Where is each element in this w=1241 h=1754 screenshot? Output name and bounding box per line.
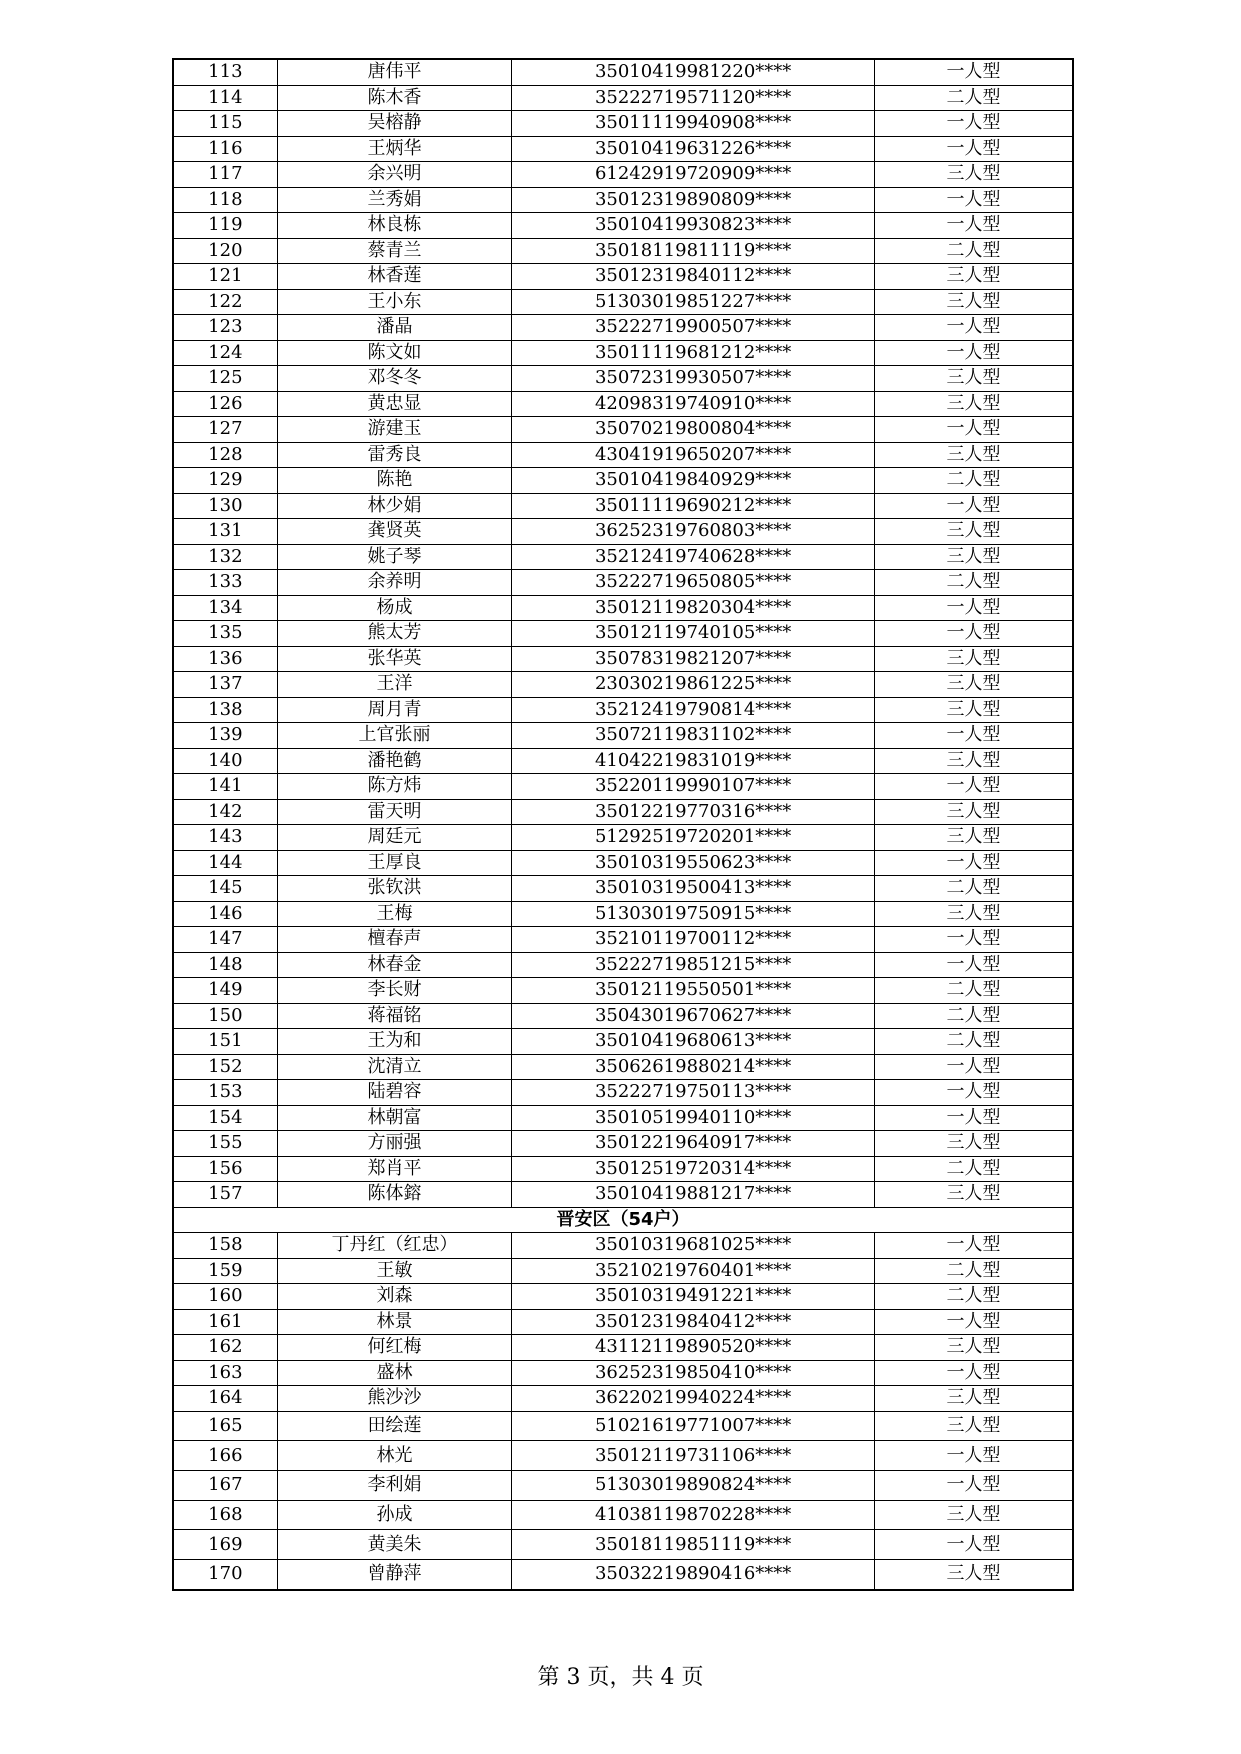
name-cell: 余养明 [277,570,512,596]
id-number-cell: 35222719571120**** [512,85,875,111]
id-number-cell: 51292519720201**** [512,825,875,851]
name-cell: 张华英 [277,646,512,672]
index-cell: 116 [173,136,277,162]
household-type-cell: 三人型 [875,162,1073,188]
id-number-cell: 35032219890416**** [512,1559,875,1589]
index-cell: 161 [173,1309,277,1335]
index-cell: 113 [173,59,277,85]
id-number-cell: 35212419740628**** [512,544,875,570]
id-number-cell: 35012119820304**** [512,595,875,621]
table-row [173,417,1073,443]
table-row [173,646,1073,672]
table-row [173,136,1073,162]
name-cell: 龚贤英 [277,519,512,545]
household-type-cell: 一人型 [875,1054,1073,1080]
household-type-cell: 二人型 [875,978,1073,1004]
household-type-cell: 一人型 [875,850,1073,876]
index-cell: 154 [173,1105,277,1131]
household-type-cell: 三人型 [875,1335,1073,1361]
name-cell: 陈艳 [277,468,512,494]
household-type-cell: 三人型 [875,672,1073,698]
index-cell: 155 [173,1131,277,1157]
id-number-cell: 35010419930823**** [512,213,875,239]
table-row [173,1156,1073,1182]
name-cell: 何红梅 [277,1335,512,1361]
household-type-cell: 一人型 [875,59,1073,85]
table-row [173,1182,1073,1208]
name-cell: 刘森 [277,1284,512,1310]
table-row [173,1500,1073,1530]
index-cell: 165 [173,1411,277,1441]
table-row [173,1335,1073,1361]
table-row [173,927,1073,953]
table-row [173,315,1073,341]
table-row [173,1029,1073,1055]
household-type-cell: 一人型 [875,1309,1073,1335]
index-cell: 115 [173,111,277,137]
name-cell: 曾静萍 [277,1559,512,1589]
id-number-cell: 61242919720909**** [512,162,875,188]
index-cell: 153 [173,1080,277,1106]
name-cell: 熊沙沙 [277,1386,512,1412]
id-number-cell: 35010419981220**** [512,59,875,85]
name-cell: 郑肖平 [277,1156,512,1182]
table-row [173,366,1073,392]
name-cell: 上官张丽 [277,723,512,749]
table-row [173,391,1073,417]
name-cell: 蔡青兰 [277,238,512,264]
id-number-cell: 35010319500413**** [512,876,875,902]
section-header-row [173,1207,1073,1233]
household-type-cell: 三人型 [875,799,1073,825]
table-row [173,1309,1073,1335]
table-row [173,1411,1073,1441]
household-type-cell: 一人型 [875,1233,1073,1259]
name-cell: 陈方炜 [277,774,512,800]
name-cell: 陈木香 [277,85,512,111]
table-row [173,1559,1073,1589]
household-type-cell: 二人型 [875,1156,1073,1182]
name-cell: 林朝富 [277,1105,512,1131]
index-cell: 140 [173,748,277,774]
id-number-cell: 35072319930507**** [512,366,875,392]
name-cell: 田绘莲 [277,1411,512,1441]
id-number-cell: 36220219940224**** [512,1386,875,1412]
household-type-cell: 三人型 [875,1411,1073,1441]
household-type-cell: 二人型 [875,1003,1073,1029]
name-cell: 王为和 [277,1029,512,1055]
id-number-cell: 51021619771007**** [512,1411,875,1441]
table-row [173,799,1073,825]
index-cell: 164 [173,1386,277,1412]
household-type-cell: 二人型 [875,876,1073,902]
household-type-cell: 三人型 [875,264,1073,290]
name-cell: 林良栋 [277,213,512,239]
household-type-cell: 一人型 [875,1530,1073,1560]
name-cell: 潘艳鹤 [277,748,512,774]
table-row [173,825,1073,851]
index-cell: 131 [173,519,277,545]
index-cell: 114 [173,85,277,111]
id-number-cell: 35043019670627**** [512,1003,875,1029]
name-cell: 邓冬冬 [277,366,512,392]
id-number-cell: 35222719750113**** [512,1080,875,1106]
household-type-cell: 一人型 [875,111,1073,137]
table-row [173,672,1073,698]
index-cell: 136 [173,646,277,672]
index-cell: 125 [173,366,277,392]
table-row [173,570,1073,596]
id-number-cell: 35010419881217**** [512,1182,875,1208]
household-type-cell: 一人型 [875,1441,1073,1471]
id-number-cell: 43112119890520**** [512,1335,875,1361]
id-number-cell: 35210219760401**** [512,1258,875,1284]
page-footer [0,1660,1241,1691]
name-cell: 林香莲 [277,264,512,290]
household-type-cell: 二人型 [875,570,1073,596]
id-number-cell: 35012219770316**** [512,799,875,825]
id-number-cell: 51303019890824**** [512,1470,875,1500]
page-number-text: 第 3 页，共 4 页 [537,1665,704,1690]
index-cell: 117 [173,162,277,188]
table-row [173,876,1073,902]
id-number-cell: 35012119550501**** [512,978,875,1004]
household-type-cell: 一人型 [875,1105,1073,1131]
name-cell: 潘晶 [277,315,512,341]
id-number-cell: 35010419840929**** [512,468,875,494]
id-number-cell: 43041919650207**** [512,442,875,468]
index-cell: 119 [173,213,277,239]
household-type-cell: 一人型 [875,927,1073,953]
index-cell: 166 [173,1441,277,1471]
index-cell: 123 [173,315,277,341]
index-cell: 128 [173,442,277,468]
table-row [173,1105,1073,1131]
id-number-cell: 35012119740105**** [512,621,875,647]
name-cell: 孙成 [277,1500,512,1530]
index-cell: 157 [173,1182,277,1208]
name-cell: 雷秀良 [277,442,512,468]
id-number-cell: 36252319760803**** [512,519,875,545]
table-row [173,59,1073,85]
table-row [173,697,1073,723]
id-number-cell: 35011119681212**** [512,340,875,366]
table-row [173,1131,1073,1157]
household-type-cell: 一人型 [875,315,1073,341]
index-cell: 147 [173,927,277,953]
index-cell: 158 [173,1233,277,1259]
table-row [173,519,1073,545]
id-number-cell: 35010319550623**** [512,850,875,876]
household-type-cell: 三人型 [875,901,1073,927]
table-row [173,1080,1073,1106]
name-cell: 陈文如 [277,340,512,366]
id-number-cell: 35012319840112**** [512,264,875,290]
id-number-cell: 41038119870228**** [512,1500,875,1530]
table-row [173,748,1073,774]
table-row [173,1386,1073,1412]
household-type-cell: 二人型 [875,1029,1073,1055]
name-cell: 王小东 [277,289,512,315]
index-cell: 159 [173,1258,277,1284]
name-cell: 王炳华 [277,136,512,162]
index-cell: 141 [173,774,277,800]
id-number-cell: 35010419680613**** [512,1029,875,1055]
household-type-cell: 三人型 [875,366,1073,392]
index-cell: 137 [173,672,277,698]
index-cell: 168 [173,1500,277,1530]
household-type-cell: 一人型 [875,621,1073,647]
household-type-cell: 三人型 [875,646,1073,672]
index-cell: 132 [173,544,277,570]
index-cell: 142 [173,799,277,825]
id-number-cell: 35078319821207**** [512,646,875,672]
id-number-cell: 35010519940110**** [512,1105,875,1131]
index-cell: 169 [173,1530,277,1560]
table-row [173,595,1073,621]
household-type-cell: 二人型 [875,85,1073,111]
id-number-cell: 42098319740910**** [512,391,875,417]
table-row [173,901,1073,927]
household-type-cell: 二人型 [875,1258,1073,1284]
index-cell: 162 [173,1335,277,1361]
household-type-cell: 一人型 [875,723,1073,749]
index-cell: 121 [173,264,277,290]
household-type-cell: 一人型 [875,493,1073,519]
table-row [173,289,1073,315]
id-number-cell: 51303019851227**** [512,289,875,315]
name-cell: 沈清立 [277,1054,512,1080]
index-cell: 156 [173,1156,277,1182]
index-cell: 129 [173,468,277,494]
table-row [173,238,1073,264]
household-type-cell: 一人型 [875,213,1073,239]
id-number-cell: 35212419790814**** [512,697,875,723]
name-cell: 熊太芳 [277,621,512,647]
index-cell: 127 [173,417,277,443]
id-number-cell: 51303019750915**** [512,901,875,927]
name-cell: 游建玉 [277,417,512,443]
name-cell: 杨成 [277,595,512,621]
household-table [172,58,1074,1591]
household-type-cell: 三人型 [875,442,1073,468]
name-cell: 林少娟 [277,493,512,519]
name-cell: 李长财 [277,978,512,1004]
index-cell: 138 [173,697,277,723]
id-number-cell: 35018119851119**** [512,1530,875,1560]
name-cell: 王梅 [277,901,512,927]
household-type-cell: 二人型 [875,468,1073,494]
index-cell: 134 [173,595,277,621]
id-number-cell: 35010319491221**** [512,1284,875,1310]
table-row [173,1441,1073,1471]
index-cell: 167 [173,1470,277,1500]
index-cell: 143 [173,825,277,851]
table-row [173,978,1073,1004]
name-cell: 周月青 [277,697,512,723]
household-type-cell: 一人型 [875,340,1073,366]
table-row [173,187,1073,213]
index-cell: 160 [173,1284,277,1310]
name-cell: 黄忠显 [277,391,512,417]
id-number-cell: 35062619880214**** [512,1054,875,1080]
household-type-cell: 三人型 [875,544,1073,570]
name-cell: 檀春声 [277,927,512,953]
index-cell: 151 [173,1029,277,1055]
id-number-cell: 35011119940908**** [512,111,875,137]
id-number-cell: 35222719900507**** [512,315,875,341]
table-row [173,621,1073,647]
table-row [173,85,1073,111]
index-cell: 135 [173,621,277,647]
id-number-cell: 35210119700112**** [512,927,875,953]
table-row [173,774,1073,800]
index-cell: 170 [173,1559,277,1589]
table-row [173,340,1073,366]
id-number-cell: 35070219800804**** [512,417,875,443]
name-cell: 王洋 [277,672,512,698]
table-row [173,1284,1073,1310]
table-row [173,111,1073,137]
name-cell: 吴榕静 [277,111,512,137]
index-cell: 149 [173,978,277,1004]
table-row [173,1233,1073,1259]
table-row [173,544,1073,570]
table-row [173,850,1073,876]
name-cell: 李利娟 [277,1470,512,1500]
name-cell: 陈体鎔 [277,1182,512,1208]
household-type-cell: 一人型 [875,1080,1073,1106]
household-type-cell: 一人型 [875,1360,1073,1386]
index-cell: 163 [173,1360,277,1386]
household-type-cell: 三人型 [875,1131,1073,1157]
id-number-cell: 35011119690212**** [512,493,875,519]
table-row [173,1258,1073,1284]
index-cell: 120 [173,238,277,264]
name-cell: 黄美朱 [277,1530,512,1560]
name-cell: 林光 [277,1441,512,1471]
household-type-cell: 二人型 [875,1284,1073,1310]
id-number-cell: 35010419631226**** [512,136,875,162]
index-cell: 130 [173,493,277,519]
id-number-cell: 41042219831019**** [512,748,875,774]
id-number-cell: 36252319850410**** [512,1360,875,1386]
household-type-cell: 三人型 [875,1500,1073,1530]
table-row [173,162,1073,188]
index-cell: 145 [173,876,277,902]
id-number-cell: 35012319890809**** [512,187,875,213]
id-number-cell: 23030219861225**** [512,672,875,698]
name-cell: 姚子琴 [277,544,512,570]
name-cell: 王厚良 [277,850,512,876]
household-type-cell: 三人型 [875,1386,1073,1412]
section-title: 晋安区（54户） [173,1207,1073,1233]
household-type-cell: 一人型 [875,136,1073,162]
index-cell: 122 [173,289,277,315]
id-number-cell: 35012319840412**** [512,1309,875,1335]
household-type-cell: 一人型 [875,417,1073,443]
name-cell: 雷天明 [277,799,512,825]
index-cell: 144 [173,850,277,876]
id-number-cell: 35222719650805**** [512,570,875,596]
index-cell: 126 [173,391,277,417]
index-cell: 133 [173,570,277,596]
name-cell: 唐伟平 [277,59,512,85]
id-number-cell: 35012519720314**** [512,1156,875,1182]
table-row [173,1530,1073,1560]
household-type-cell: 一人型 [875,952,1073,978]
household-type-cell: 二人型 [875,238,1073,264]
household-type-cell: 三人型 [875,1559,1073,1589]
index-cell: 124 [173,340,277,366]
index-cell: 148 [173,952,277,978]
household-type-cell: 三人型 [875,697,1073,723]
index-cell: 152 [173,1054,277,1080]
index-cell: 139 [173,723,277,749]
household-type-cell: 三人型 [875,519,1073,545]
table-row [173,264,1073,290]
table-row [173,1054,1073,1080]
name-cell: 兰秀娟 [277,187,512,213]
id-number-cell: 35018119811119**** [512,238,875,264]
id-number-cell: 35222719851215**** [512,952,875,978]
name-cell: 王敏 [277,1258,512,1284]
household-type-cell: 三人型 [875,748,1073,774]
table-row [173,213,1073,239]
id-number-cell: 35010319681025**** [512,1233,875,1259]
name-cell: 丁丹红（红忠） [277,1233,512,1259]
table-row [173,952,1073,978]
household-type-cell: 三人型 [875,1182,1073,1208]
name-cell: 林春金 [277,952,512,978]
name-cell: 余兴明 [277,162,512,188]
household-type-cell: 三人型 [875,289,1073,315]
index-cell: 146 [173,901,277,927]
id-number-cell: 35072119831102**** [512,723,875,749]
name-cell: 张钦洪 [277,876,512,902]
table-row [173,442,1073,468]
index-cell: 150 [173,1003,277,1029]
table-row [173,468,1073,494]
name-cell: 蒋福铭 [277,1003,512,1029]
table-row [173,1003,1073,1029]
table-row [173,1360,1073,1386]
name-cell: 林景 [277,1309,512,1335]
household-type-cell: 一人型 [875,595,1073,621]
id-number-cell: 35012119731106**** [512,1441,875,1471]
household-type-cell: 一人型 [875,187,1073,213]
household-type-cell: 三人型 [875,825,1073,851]
household-type-cell: 三人型 [875,391,1073,417]
name-cell: 周廷元 [277,825,512,851]
table-row [173,1470,1073,1500]
name-cell: 方丽强 [277,1131,512,1157]
table-row [173,493,1073,519]
id-number-cell: 35220119990107**** [512,774,875,800]
table-row [173,723,1073,749]
id-number-cell: 35012219640917**** [512,1131,875,1157]
name-cell: 陆碧容 [277,1080,512,1106]
household-type-cell: 一人型 [875,774,1073,800]
index-cell: 118 [173,187,277,213]
household-type-cell: 一人型 [875,1470,1073,1500]
name-cell: 盛林 [277,1360,512,1386]
